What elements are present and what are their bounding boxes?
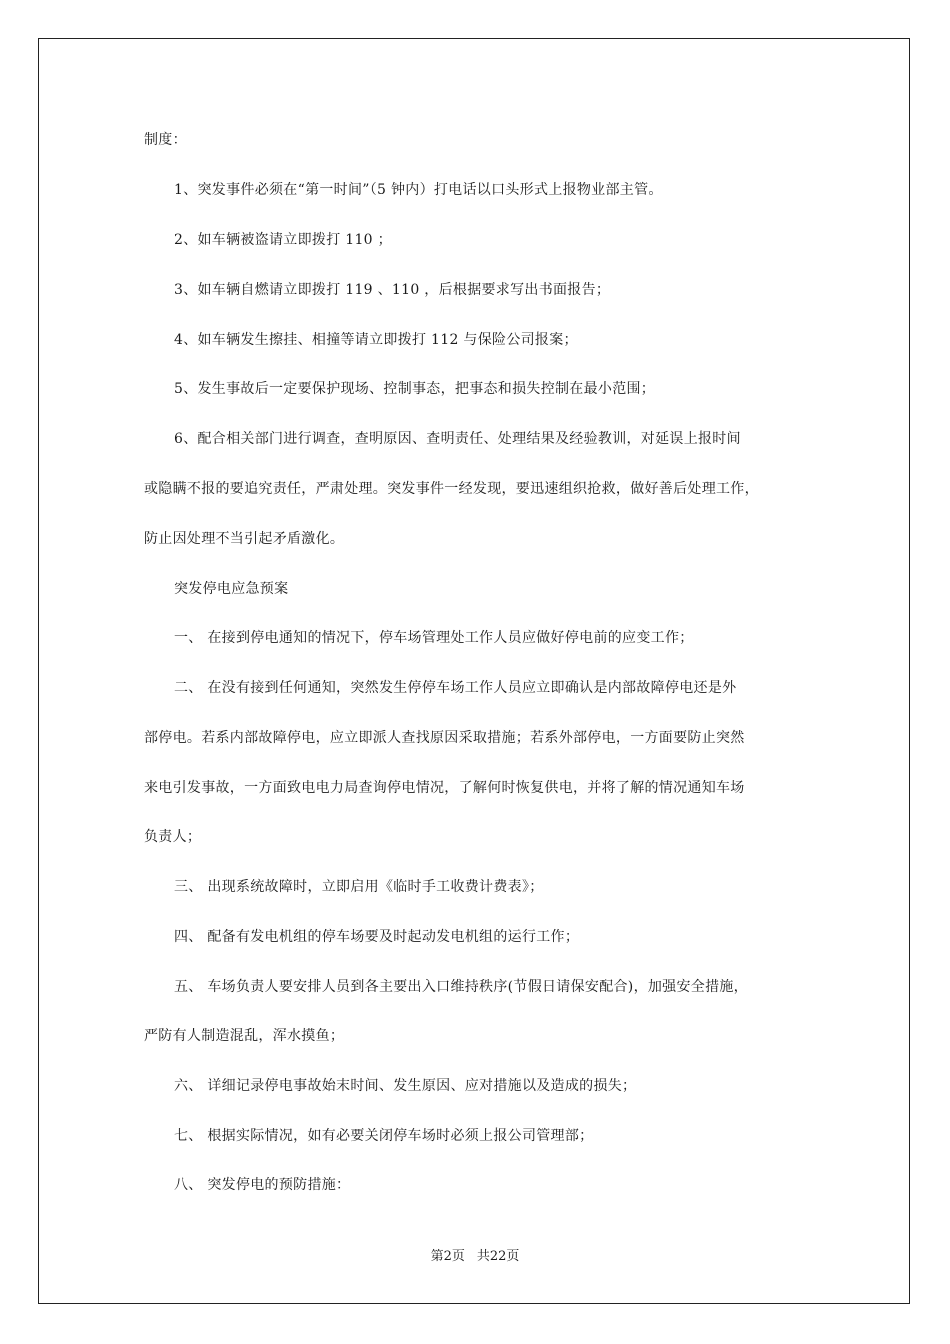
text-line: 五、 车场负责人要安排人员到各主要出入口维持秩序(节假日请保安配合)，加强安全措施， <box>174 979 748 995</box>
text-line: 来电引发事故，一方面致电电力局查询停电情况，了解何时恢复供电，并将了解的情况通知车场 <box>144 780 745 796</box>
section-heading: 突发停电应急预案 <box>174 581 289 597</box>
text-line: 七、 根据实际情况，如有必要关闭停车场时必须上报公司管理部； <box>174 1128 594 1144</box>
text-line: 或隐瞒不报的要追究责任，严肃处理。突发事件一经发现，要迅速组织抢救，做好善后处理工作， <box>144 481 759 497</box>
text-line: 二、 在没有接到任何通知，突然发生停停车场工作人员应立即确认是内部故障停电还是外 <box>174 680 737 696</box>
text-line: 一、 在接到停电通知的情况下，停车场管理处工作人员应做好停电前的应变工作； <box>174 630 694 646</box>
text-line: 负责人； <box>144 829 202 845</box>
page-footer <box>0 1248 950 1266</box>
text-line: 6、配合相关部门进行调查，查明原因、查明责任、处理结果及经验教训，对延误上报时间 <box>174 431 741 447</box>
text-line: 严防有人制造混乱，浑水摸鱼； <box>144 1028 345 1044</box>
text-line: 六、 详细记录停电事故始末时间、发生原因、应对措施以及造成的损失； <box>174 1078 637 1094</box>
text-line: 三、 出现系统故障时，立即启用《临时手工收费计费表》； <box>174 879 544 895</box>
text-line: 防止因处理不当引起矛盾激化。 <box>144 531 345 547</box>
page-number: 第2页 <box>430 1249 465 1264</box>
text-line: 制度： <box>144 132 187 148</box>
text-line: 部停电。若系内部故障停电，应立即派人查找原因采取措施；若系外部停电，一方面要防止突然 <box>144 730 745 746</box>
text-line: 5、发生事故后一定要保护现场、控制事态，把事态和损失控制在最小范围； <box>174 381 656 397</box>
text-line: 八、 突发停电的预防措施： <box>174 1177 351 1193</box>
text-line: 2、如车辆被盗请立即拨打 110 ； <box>174 232 392 248</box>
text-line: 四、 配备有发电机组的停车场要及时起动发电机组的运行工作； <box>174 929 580 945</box>
text-line: 3、如车辆自燃请立即拨打 119 、110 ，后根据要求写出书面报告； <box>174 282 611 298</box>
page-frame <box>38 38 910 1304</box>
page-total: 共22页 <box>476 1249 520 1264</box>
text-line: 4、如车辆发生擦挂、相撞等请立即拨打 112 与保险公司报案； <box>174 332 578 348</box>
text-line: 1、突发事件必须在“第一时间”（5 钟内）打电话以口头形式上报物业部主管。 <box>174 182 663 198</box>
